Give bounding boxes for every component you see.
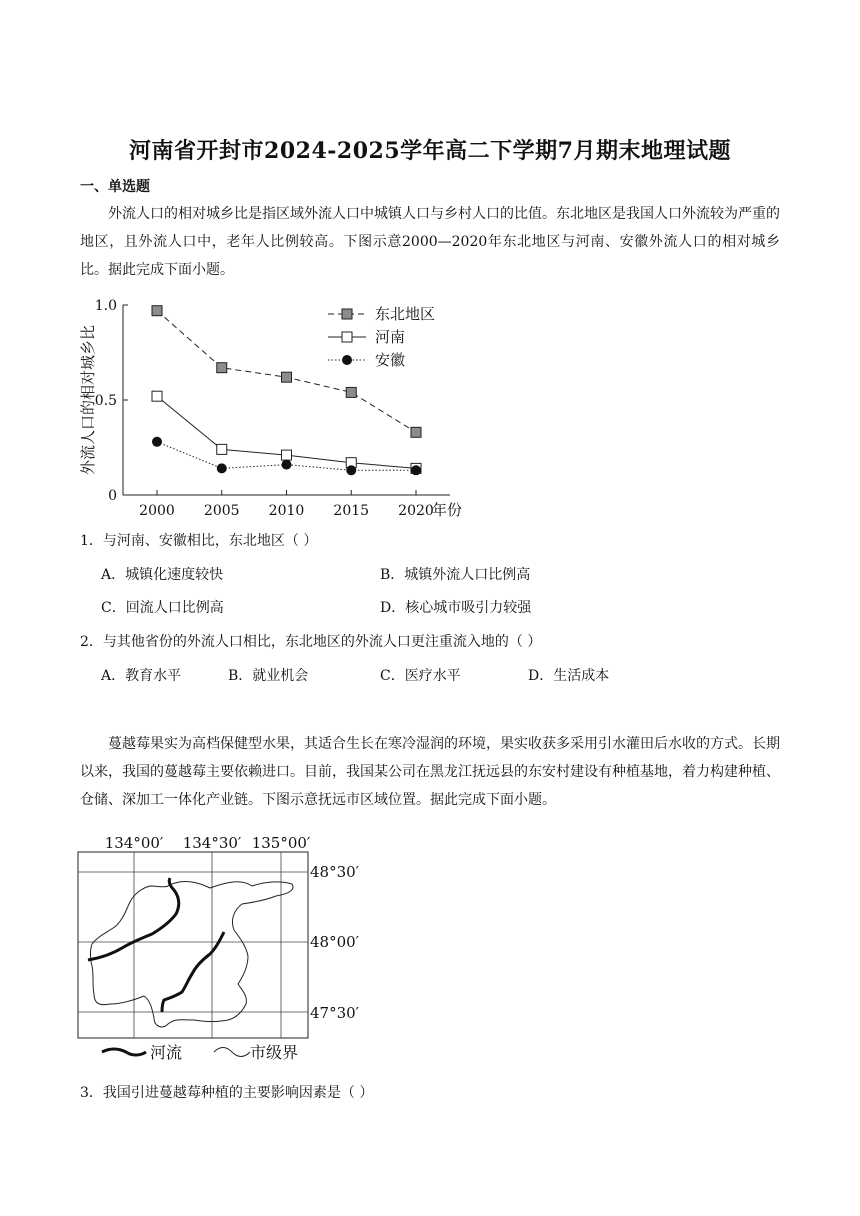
series-2-point <box>412 466 421 475</box>
page-title: 河南省开封市2024-2025学年高二下学期7月期末地理试题 <box>129 138 731 164</box>
legend-river-label: 河流 <box>150 1043 183 1062</box>
series-0-point <box>152 306 162 316</box>
lon-label-135-00: 135°00′ <box>251 834 311 852</box>
series-2-point <box>347 466 356 475</box>
legend-label-0: 东北地区 <box>375 305 436 323</box>
x-tick-label: 2015 <box>333 503 370 519</box>
passage-1: 外流人口的相对城乡比是指区域外流人口中城镇人口与乡村人口的比值。东北地区是我国人口外流较为严重的地区，且外流人口中，老年人比例较高。下图示意2000—2020年东北地区与河南、安徽外流人口的相对城乡比。据此完成下面小题。 <box>80 206 780 278</box>
lat-label-48-30: 48°30′ <box>310 863 360 881</box>
series-1-point <box>152 391 162 401</box>
legend-boundary-label: 市级界 <box>250 1043 299 1062</box>
city-boundary <box>91 882 294 1027</box>
x-tick-label: 2010 <box>268 503 305 519</box>
lon-label-134-00: 134°00′ <box>104 834 164 852</box>
y-tick-label: 1.0 <box>94 298 117 314</box>
x-tick-label: 2020 <box>398 503 434 519</box>
legend-river-swatch <box>102 1049 146 1055</box>
river-wusuli <box>162 932 224 1012</box>
y-tick-label: 0.5 <box>94 393 117 409</box>
lat-label-48-00: 48°00′ <box>310 933 360 951</box>
series-2-point <box>153 437 162 446</box>
question-1-option-c: C．回流人口比例高 <box>101 600 224 616</box>
fuyuan-location-map <box>70 828 370 1068</box>
x-tick-label: 2000 <box>139 503 175 519</box>
y-tick-label: 0 <box>108 488 117 504</box>
question-2-option-b: B．就业机会 <box>228 668 309 684</box>
question-2-option-d: D．生活成本 <box>528 668 610 684</box>
x-tick-label: 2005 <box>203 503 240 519</box>
question-3-stem: 3．我国引进蔓越莓种植的主要影响因素是（ ） <box>80 1085 374 1101</box>
question-1-option-b: B．城镇外流人口比例高 <box>380 567 531 583</box>
question-1-stem: 1．与河南、安徽相比，东北地区（ ） <box>80 533 318 549</box>
section-heading: 一、单选题 <box>80 179 150 195</box>
lon-label-134-30: 134°30′ <box>182 834 242 852</box>
legend-marker-0 <box>342 309 352 319</box>
lat-label-47-30: 47°30′ <box>310 1004 360 1022</box>
question-1-option-a: A．城镇化速度较快 <box>101 567 224 583</box>
legend-marker-2 <box>343 356 352 365</box>
series-2-point <box>282 460 291 469</box>
line-chart <box>75 290 485 520</box>
question-2-option-a: A．教育水平 <box>101 668 182 684</box>
question-2-stem: 2．与其他省份的外流人口相比，东北地区的外流人口更注重流入地的（ ） <box>80 634 542 650</box>
series-2-point <box>217 464 226 473</box>
question-2-option-c: C．医疗水平 <box>380 668 461 684</box>
series-1-point <box>282 450 292 460</box>
series-0-point <box>282 372 292 382</box>
series-1-point <box>217 444 227 454</box>
river-heilongjiang <box>88 878 179 960</box>
legend-label-1: 河南 <box>375 328 406 346</box>
x-axis-label: 年份 <box>432 501 463 519</box>
legend-marker-1 <box>342 332 352 342</box>
question-1-option-d: D．核心城市吸引力较强 <box>380 600 532 616</box>
passage-2: 蔓越莓果实为高档保健型水果，其适合生长在寒冷湿润的环境，果实收获多采用引水灌田后水收的方式。长期以来，我国的蔓越莓主要依赖进口。目前，我国某公司在黑龙江抚远县的东安村建设有种植基地，着力构建种植、仓储、深加工一体化产业链。下图示意抚远市区域位置。据此完成下面小题。 <box>80 736 780 808</box>
map-frame <box>78 852 308 1038</box>
y-axis-label: 外流人口的相对城乡比 <box>79 324 97 476</box>
series-0-point <box>346 387 356 397</box>
legend-boundary-swatch <box>214 1048 250 1057</box>
legend-label-2: 安徽 <box>375 351 406 369</box>
series-0-point <box>411 427 421 437</box>
series-0-point <box>217 363 227 373</box>
